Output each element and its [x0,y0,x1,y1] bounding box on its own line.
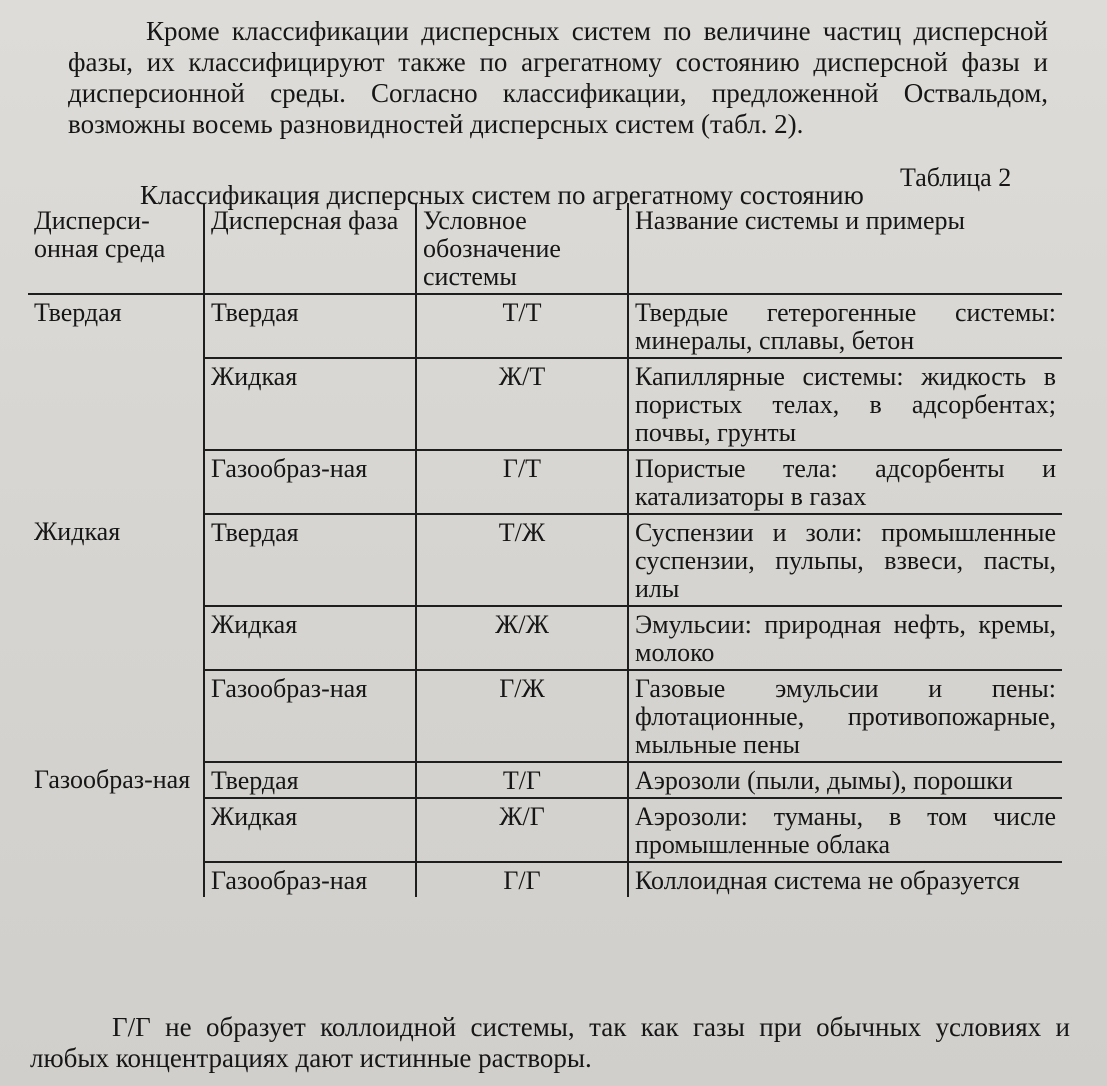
cell-symbol: Ж/Т [416,358,628,450]
table-number: Таблица 2 [900,163,1012,192]
cell-phase: Жидкая [204,358,416,450]
cell-desc: Твердые гетерогенные системы: минералы, сплавы, бетон [628,294,1062,358]
classification-table [28,203,1062,897]
cell-phase: Жидкая [204,798,416,862]
cell-desc: Эмульсии: природная нефть, кремы, молоко [628,606,1062,670]
table-row [28,762,1062,798]
cell-desc: Суспензии и золи: промышленные суспензии, пульпы, взвеси, пасты, илы [628,514,1062,606]
header-symbol: Условное обозначение системы [416,203,628,294]
table-row [28,294,1062,358]
cell-phase: Твердая [204,514,416,606]
cell-desc: Газовые эмульсии и пены: флотационные, противопожарные, мыльные пены [628,670,1062,762]
cell-symbol: Г/Г [416,862,628,897]
header-medium: Дисперси-онная среда [28,203,204,294]
table-caption: Классификация дисперсных систем по агрегатному состоянию [140,180,864,210]
cell-desc: Аэрозоли (пыли, дымы), порошки [628,762,1062,798]
cell-desc: Капиллярные системы: жидкость в пористых телах, в адсорбентах; почвы, грунты [628,358,1062,450]
cell-desc: Аэрозоли: туманы, в том числе промышленные облака [628,798,1062,862]
cell-symbol: Ж/Ж [416,606,628,670]
cell-symbol: Ж/Г [416,798,628,862]
cell-symbol: Г/Ж [416,670,628,762]
cell-phase: Газообраз-ная [204,450,416,514]
header-name: Название системы и примеры [628,203,1062,294]
cell-symbol: Т/Ж [416,514,628,606]
outro-paragraph: Г/Г не образует коллоидной системы, так как газы при обычных условиях и любых концентрациях дают истинные растворы. [30,1012,1070,1073]
cell-symbol: Т/Г [416,762,628,798]
table-row [28,514,1062,606]
cell-phase: Твердая [204,762,416,798]
cell-medium: Твердая [28,294,204,514]
cell-medium: Жидкая [28,514,204,762]
table-header-row [28,203,1062,294]
header-phase: Дисперсная фаза [204,203,416,294]
cell-phase: Газообраз-ная [204,670,416,762]
cell-desc: Пористые тела: адсорбенты и катализаторы в газах [628,450,1062,514]
cell-phase: Твердая [204,294,416,358]
cell-medium: Газообраз-ная [28,762,204,897]
cell-symbol: Т/Т [416,294,628,358]
cell-phase: Жидкая [204,606,416,670]
cell-symbol: Г/Т [416,450,628,514]
cell-phase: Газообраз-ная [204,862,416,897]
cell-desc: Коллоидная система не образуется [635,866,1020,895]
intro-paragraph: Кроме классификации дисперсных систем по величине частиц дисперсной фазы, их классифицируют также по агрегатному состоянию дисперсной фазы и дисперсионной среды. Согласно классификации, предложенной Оствальдом, возможны восемь разновидностей дисперсных систем (табл. 2). [68,16,1048,139]
